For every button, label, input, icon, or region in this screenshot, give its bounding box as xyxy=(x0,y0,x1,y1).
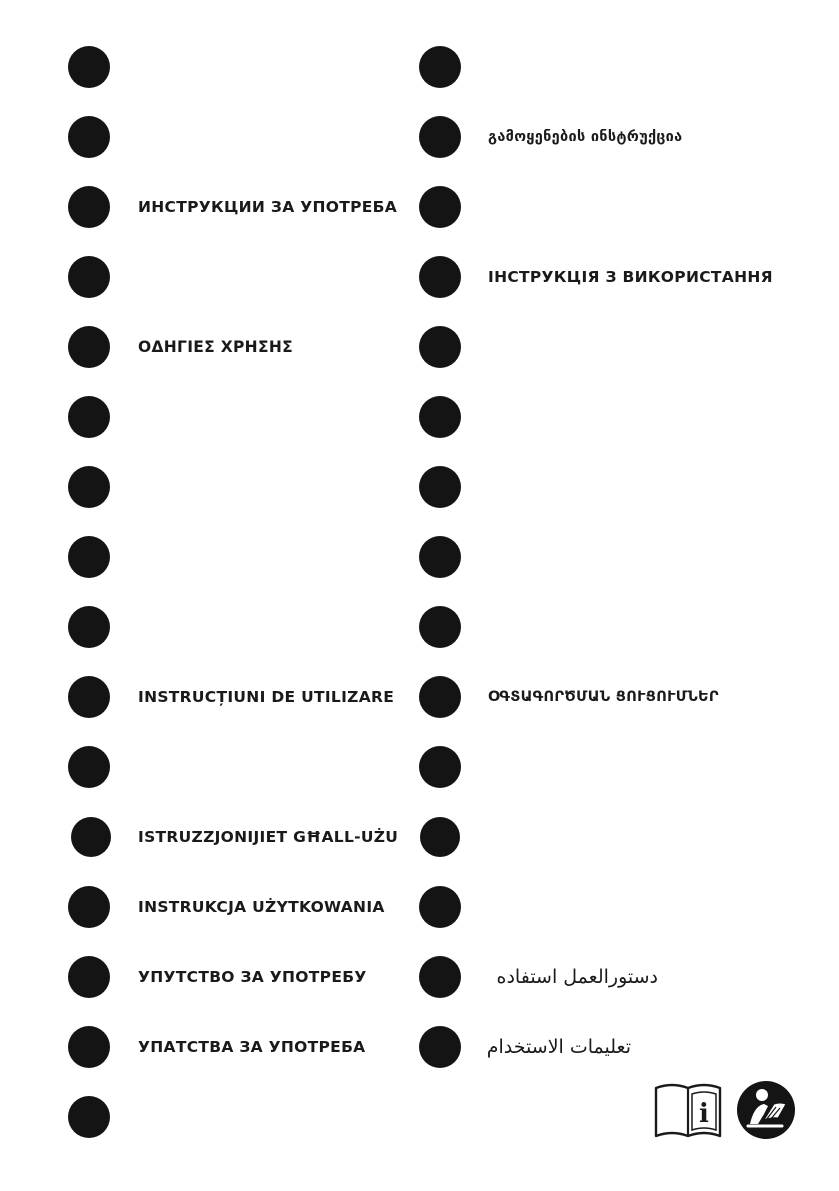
language-row xyxy=(419,816,838,858)
language-dot xyxy=(419,46,461,88)
safety-icons xyxy=(652,1080,797,1140)
language-row xyxy=(0,396,419,438)
language-row xyxy=(0,886,419,928)
language-dot xyxy=(419,536,461,578)
language-dot xyxy=(68,256,110,298)
language-row xyxy=(419,536,838,578)
read-instructions-mandatory-icon xyxy=(736,1080,796,1140)
language-label: ИНСТРУКЦИИ ЗА УПОТРЕБА xyxy=(138,198,398,216)
language-label: გამოყენების ინსტრუქცია xyxy=(488,129,683,145)
right-language-column xyxy=(419,0,838,1191)
language-label: INSTRUCȚIUNI DE UTILIZARE xyxy=(138,688,395,706)
language-label: ISTRUZZJONIJIET GĦALL-UŻU xyxy=(138,828,399,846)
language-row xyxy=(419,116,838,158)
language-dot xyxy=(420,817,460,857)
language-row xyxy=(419,676,838,718)
language-label: ΟΔΗΓΙΕΣ ΧΡΗΣΗΣ xyxy=(138,338,293,356)
language-row xyxy=(419,746,838,788)
language-row xyxy=(419,256,838,298)
language-row xyxy=(0,326,419,368)
language-dot xyxy=(68,676,110,718)
language-row xyxy=(419,186,838,228)
language-dot xyxy=(68,956,110,998)
language-dot xyxy=(419,606,461,648)
language-dot xyxy=(68,326,110,368)
language-row xyxy=(419,46,838,88)
language-label: УПУТСТВО ЗА УПОТРЕБУ xyxy=(138,968,367,986)
read-manual-info-icon xyxy=(652,1080,724,1140)
language-row xyxy=(0,816,419,858)
language-dot xyxy=(68,1096,110,1138)
language-dot xyxy=(68,1026,110,1068)
language-row xyxy=(0,606,419,648)
language-row xyxy=(0,956,419,998)
language-dot xyxy=(419,466,461,508)
language-dot xyxy=(419,396,461,438)
language-row xyxy=(419,396,838,438)
language-dot xyxy=(419,116,461,158)
language-row xyxy=(0,746,419,788)
language-dot xyxy=(68,396,110,438)
language-row xyxy=(0,1026,419,1068)
language-row xyxy=(0,466,419,508)
language-label: ІНСТРУКЦІЯ З ВИКОРИСТАННЯ xyxy=(488,268,773,286)
language-dot xyxy=(419,746,461,788)
language-dot xyxy=(68,536,110,578)
language-dot xyxy=(419,1026,461,1068)
language-label: دستورالعمل استفاده xyxy=(496,966,658,988)
language-label: تعليمات الاستخدام xyxy=(486,1036,631,1058)
language-row xyxy=(0,1096,419,1138)
language-dot xyxy=(419,956,461,998)
language-row xyxy=(419,886,838,928)
language-row xyxy=(0,256,419,298)
language-dot xyxy=(419,886,461,928)
language-dot xyxy=(68,606,110,648)
language-row xyxy=(419,956,838,998)
language-row xyxy=(0,186,419,228)
language-label: ՕԳՏԱԳՈՐԾՄԱՆ ՑՈՒՑՈՒՄՆԵՐ xyxy=(488,689,719,705)
language-dot xyxy=(68,746,110,788)
manual-glyph: i xyxy=(699,1099,709,1129)
language-dot xyxy=(68,186,110,228)
language-row xyxy=(419,1026,838,1068)
language-row xyxy=(419,606,838,648)
language-dot xyxy=(68,886,110,928)
language-dot xyxy=(68,46,110,88)
language-label: УПАТСТВА ЗА УПОТРЕБА xyxy=(138,1038,366,1056)
language-dot xyxy=(68,116,110,158)
left-language-column xyxy=(0,0,419,1191)
language-row xyxy=(0,536,419,578)
language-row xyxy=(0,676,419,718)
language-dot xyxy=(419,326,461,368)
language-row xyxy=(419,326,838,368)
language-label: INSTRUKCJA UŻYTKOWANIA xyxy=(138,898,385,916)
language-dot xyxy=(419,676,461,718)
language-dot xyxy=(419,186,461,228)
language-row xyxy=(0,46,419,88)
language-dot xyxy=(71,817,111,857)
language-row xyxy=(419,466,838,508)
language-dot xyxy=(68,466,110,508)
language-row xyxy=(0,116,419,158)
language-dot xyxy=(419,256,461,298)
